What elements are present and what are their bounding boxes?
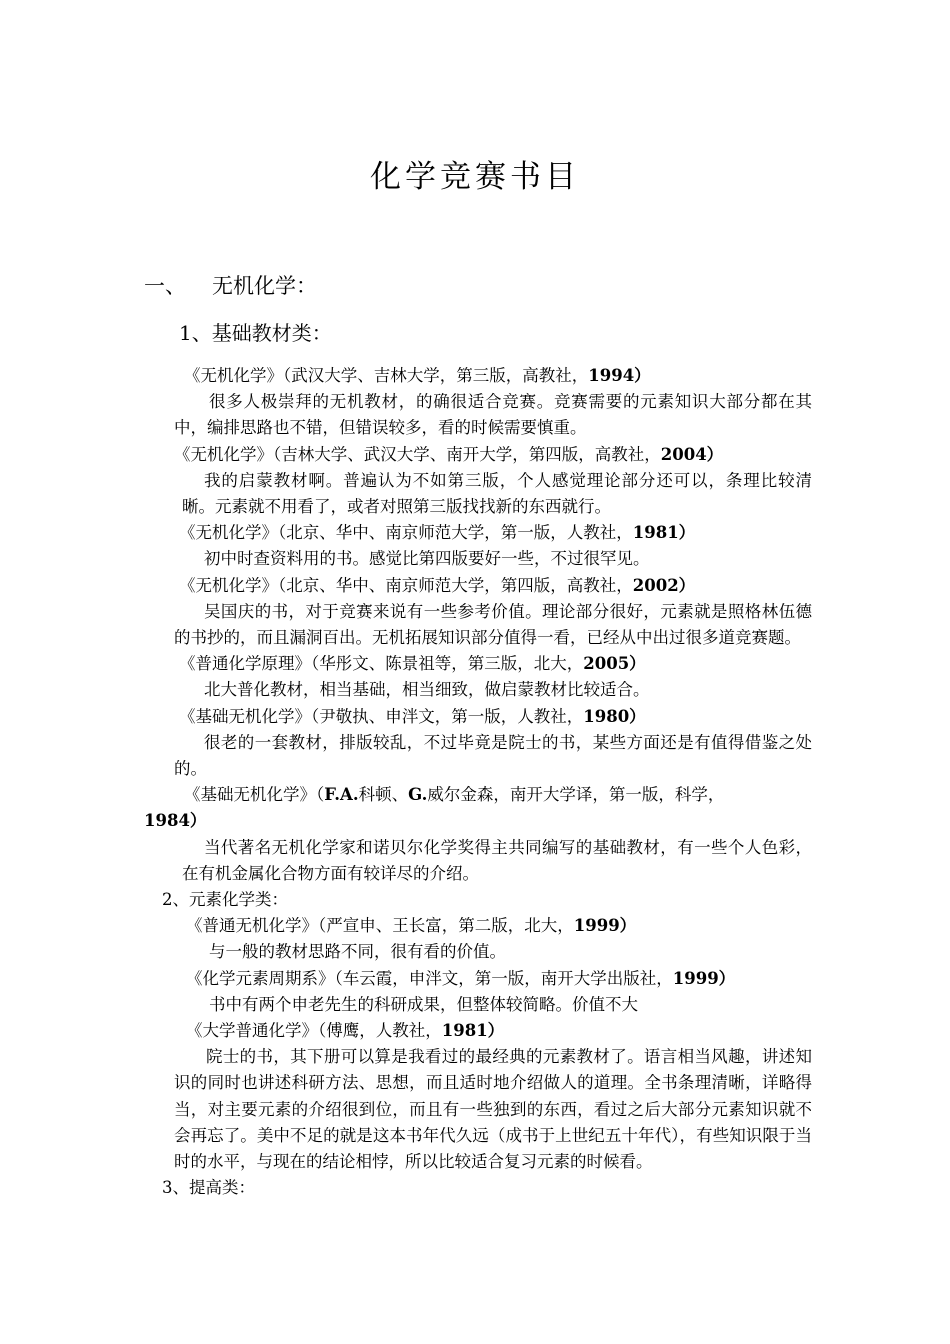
- book-title: 《无机化学》: [184, 366, 283, 385]
- book-meta: （北京、华中、南京师范大学，第四版，高教社，: [278, 575, 633, 595]
- book-year: 1994）: [588, 366, 651, 385]
- book-year: 1981）: [632, 523, 696, 543]
- book-comment: 北大普化教材，相当基础，相当细致，做启蒙教材比较适合。: [204, 680, 650, 700]
- book-entry: [144, 966, 812, 992]
- book-year: 1981）: [441, 1021, 505, 1041]
- book-meta: （车云霞，申泮文，第一版，南开大学出版社，: [334, 968, 673, 988]
- book-year: 2002）: [632, 575, 696, 595]
- section-label: 无机化学：: [212, 274, 317, 298]
- book-entry: [144, 520, 812, 546]
- book-comment: 初中时查资料用的书。感觉比第四版要好一些，不过很罕见。: [204, 549, 650, 569]
- book-entry: [144, 363, 812, 389]
- subsection-heading-advanced: 3、提高类：: [162, 1178, 255, 1198]
- book-list: [144, 363, 812, 1202]
- book-meta: （武汉大学、吉林大学，第三版，高教社，: [283, 366, 589, 385]
- book-title: 《无机化学》: [174, 444, 273, 464]
- book-title: 《大学普通化学》: [186, 1021, 318, 1041]
- book-title: 《化学元素周期系》: [186, 968, 335, 988]
- book-meta: 威尔金森，南开大学译，第一版，科学，: [427, 785, 725, 805]
- page-title: 化学竞赛书目: [370, 159, 580, 195]
- section-number: 一、: [144, 274, 186, 298]
- book-comment: 吴国庆的书，对于竞赛来说有一些参考价值。理论部分很好，元素就是照格林伍德的书抄的，而且漏洞百出。无机拓展知识部分值得一看，已经从中出过很多道竞赛题。: [174, 601, 812, 648]
- book-title: 《普通无机化学》: [186, 916, 318, 936]
- book-meta: （傅鹰，人教社，: [318, 1021, 442, 1041]
- book-comment: 与一般的教材思路不同，很有看的价值。: [209, 942, 506, 962]
- book-title: 《无机化学》: [179, 523, 278, 543]
- book-meta: （北京、华中、南京师范大学，第一版，人教社，: [278, 523, 633, 543]
- book-title: 《无机化学》: [179, 575, 278, 595]
- book-author-initial: F.A.: [324, 785, 359, 805]
- book-meta: （尹敬执、申泮文，第一版，人教社，: [311, 706, 584, 726]
- book-title: 《普通化学原理》: [179, 654, 311, 674]
- book-entry: [144, 651, 812, 677]
- book-year: 2004）: [660, 444, 724, 464]
- book-entry: [144, 1018, 812, 1044]
- book-comment: 我的启蒙教材啊。普遍认为不如第三版，个人感觉理论部分还可以，条理比较清晰。元素就不用看了，或者对照第三版找找新的东西就行。: [182, 470, 812, 517]
- book-meta: （华彤文、陈景祖等，第三版，北大，: [311, 654, 584, 674]
- section-heading-inorganic: [144, 270, 317, 302]
- book-year: 2005）: [583, 654, 646, 674]
- book-entry: [144, 913, 812, 939]
- book-entry: [144, 704, 812, 730]
- book-author-initial: G.: [408, 785, 428, 805]
- book-comment: 书中有两个申老先生的科研成果，但整体较简略。价值不大: [209, 994, 638, 1014]
- book-year: 1984）: [144, 811, 207, 831]
- book-title: 《基础无机化学》（: [184, 785, 325, 805]
- book-comment: 院士的书，其下册可以算是我看过的最经典的元素教材了。语言相当风趣，讲述知识的同时也讲述科研方法、思想，而且适时地介绍做人的道理。全书条理清晰，详略得当，对主要元素的介绍很到位，而且有一些独到的东西，看过之后大部分元素知识就不会再忘了。美中不足的就是这本书年代久远（成书于上世纪五十年代），有些知识限于当时的水平，与现在的结论相悖，所以比较适合复习元素的时候看。: [174, 1047, 812, 1172]
- book-entry: [144, 782, 812, 834]
- book-entry: [144, 573, 812, 599]
- book-comment: 很多人极崇拜的无机教材，的确很适合竞赛。竞赛需要的元素知识大部分都在其中，编排思路也不错，但错误较多，看的时候需要慎重。: [174, 392, 812, 438]
- book-comment: 当代著名无机化学家和诺贝尔化学奖得主共同编写的基础教材，有一些个人色彩，在有机金属化合物方面有较详尽的介绍。: [182, 837, 812, 883]
- book-meta: （严宣申、王长富，第二版，北大，: [318, 916, 574, 936]
- book-meta: 科顿、: [358, 785, 409, 805]
- book-meta: （吉林大学、武汉大学、南开大学，第四版，高教社，: [273, 444, 661, 464]
- book-entry: [144, 442, 812, 468]
- book-title: 《基础无机化学》: [179, 706, 311, 726]
- book-year: 1980）: [583, 706, 646, 726]
- book-comment: 很老的一套教材，排版较乱，不过毕竟是院士的书，某些方面还是有值得借鉴之处的。: [174, 732, 812, 779]
- subsection-heading-elements: 2、元素化学类：: [162, 890, 288, 910]
- book-year: 1999）: [672, 968, 736, 988]
- subsection-heading-basic-textbooks: 1、基础教材类：: [179, 321, 332, 345]
- book-year: 1999）: [573, 916, 637, 936]
